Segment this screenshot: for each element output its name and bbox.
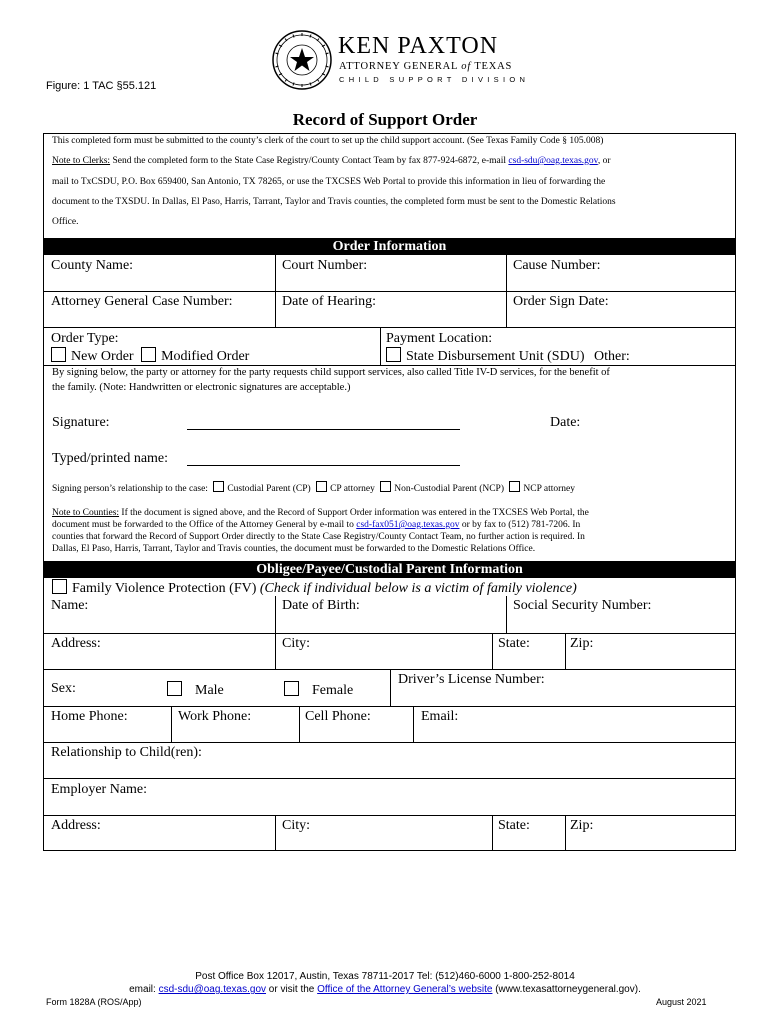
county-note-line-4: Dallas, El Paso, Harris, Tarrant, Taylor and Travis counties, the document must be forwarded to the Domestic Relations Office. [52,544,536,554]
footer-contact: email: csd-sdu@oag.texas.gov or visit the Office of the Attorney General’s website (www.texasattorneygeneral.gov). [129,984,641,995]
county-note-line-1: Note to Counties: If the document is signed above, and the Record of Support Order information was entered in the TXCSES Web Portal, the [52,508,589,518]
dob-field[interactable]: Date of Birth: [282,598,360,613]
payment-location-options: State Disbursement Unit (SDU) Other: [386,347,630,365]
ssn-field[interactable]: Social Security Number: [513,598,652,613]
signing-text-1: By signing below, the party or attorney for the party requests child support services, also called Title IV-D services, for the benefit of [52,367,610,378]
signature-line[interactable] [187,429,460,430]
obligee-information-header: Obligee/Payee/Custodial Parent Information [43,561,736,578]
signature-date-label: Date: [550,415,581,430]
name-field[interactable]: Name: [51,598,89,613]
date-of-hearing-field[interactable]: Date of Hearing: [282,294,377,309]
typed-name-label: Typed/printed name: [52,451,169,466]
payment-location-label: Payment Location: [386,331,493,346]
attorney-general-title: ATTORNEY GENERAL of TEXAS [339,61,513,72]
form-title: Record of Support Order [292,110,478,129]
work-phone-field[interactable]: Work Phone: [178,709,252,724]
intro-line-5: Office. [52,217,79,227]
county-note-line-3: counties that forward the Record of Support Order directly to the State Case Registry/County Contact Team, no further action is required. In [52,532,585,542]
form-number: Form 1828A (ROS/App) [46,997,142,1007]
zip-field[interactable]: Zip: [570,636,594,651]
address-field[interactable]: Address: [51,636,101,651]
division-name: CHILD SUPPORT DIVISION [339,75,530,84]
court-number-field[interactable]: Court Number: [282,258,368,273]
employer-address-field[interactable]: Address: [51,818,101,833]
order-sign-date-field[interactable]: Order Sign Date: [513,294,609,309]
cause-number-field[interactable]: Cause Number: [513,258,601,273]
intro-line-3: mail to TxCSDU, P.O. Box 659400, San Antonio, TX 78265, or use the TXCSES Web Portal to provide this information in lieu of forwarding the [52,177,606,187]
intro-line-2: Note to Clerks: Send the completed form to the State Case Registry/County Contact Team by fax 877-924-6872, e-mail csd-sdu@oag.texas.gov, or [52,156,611,166]
home-phone-field[interactable]: Home Phone: [51,709,128,724]
other-location-field[interactable]: Other: [593,349,630,364]
county-note-line-2: document must be forwarded to the Office of the Attorney General by e-mail to csd-fax051@oag.texas.gov or by fax to (512) 781-7206. In [52,520,581,530]
cell-phone-field[interactable]: Cell Phone: [305,709,371,724]
order-information-header: Order Information [43,238,736,255]
order-type-options: New Order Modified Order [51,347,249,365]
ag-case-number-field[interactable]: Attorney General Case Number: [51,294,233,309]
sex-label: Sex: [51,681,76,696]
county-name-field[interactable]: County Name: [51,258,134,273]
signing-text-2: the family. (Note: Handwritten or electronic signatures are acceptable.) [52,382,351,393]
footer-email-link[interactable]: csd-sdu@oag.texas.gov [158,984,267,995]
cp-attorney-checkbox[interactable] [316,481,327,492]
relationship-to-case-row: Signing person’s relationship to the case: Custodial Parent (CP) CP attorney Non-Custodial Parent (NCP) NCP attorney [52,481,575,494]
male-option: Male [167,681,224,699]
county-fax-email-link[interactable]: csd-fax051@oag.texas.gov [356,520,460,530]
form-date: August 2021 [656,997,707,1007]
employer-name-field[interactable]: Employer Name: [51,782,148,797]
male-checkbox[interactable] [167,681,182,696]
drivers-license-field[interactable]: Driver’s License Number: [398,672,545,687]
order-type-label: Order Type: [51,331,119,346]
modified-order-checkbox[interactable] [141,347,156,362]
employer-state-field[interactable]: State: [498,818,530,833]
new-order-checkbox[interactable] [51,347,66,362]
family-violence-row: Family Violence Protection (FV) (Check if individual below is a victim of family violence) [52,579,577,597]
female-checkbox[interactable] [284,681,299,696]
intro-line-1: This completed form must be submitted to the county’s clerk of the court to set up the child support account. (See Texas Family Code § 105.008) [52,136,604,146]
employer-zip-field[interactable]: Zip: [570,818,594,833]
female-option: Female [284,681,353,699]
city-field[interactable]: City: [282,636,311,651]
figure-reference: Figure: 1 TAC §55.121 [46,80,157,92]
attorney-general-name: KEN PAXTON [338,33,499,59]
state-field[interactable]: State: [498,636,530,651]
typed-name-line[interactable] [187,465,460,466]
sdu-checkbox[interactable] [386,347,401,362]
ncp-checkbox[interactable] [380,481,391,492]
cp-checkbox[interactable] [213,481,224,492]
email-field[interactable]: Email: [421,709,459,724]
employer-city-field[interactable]: City: [282,818,311,833]
footer-address: Post Office Box 12017, Austin, Texas 78711-2017 Tel: (512)460-6000 1-800-252-8014 [195,971,575,982]
attorney-general-seal-icon [272,30,332,90]
relationship-to-children-field[interactable]: Relationship to Child(ren): [51,745,202,760]
signature-label: Signature: [52,415,110,430]
ncp-attorney-checkbox[interactable] [509,481,520,492]
family-violence-checkbox[interactable] [52,579,67,594]
clerk-email-link[interactable]: csd-sdu@oag.texas.gov [508,156,598,166]
footer-website-link[interactable]: Office of the Attorney General’s website [317,984,493,995]
intro-line-4: document to the TXSDU. In Dallas, El Paso, Harris, Tarrant, Taylor and Travis counties, the completed form must be sent to the Domestic Relations [52,197,616,207]
